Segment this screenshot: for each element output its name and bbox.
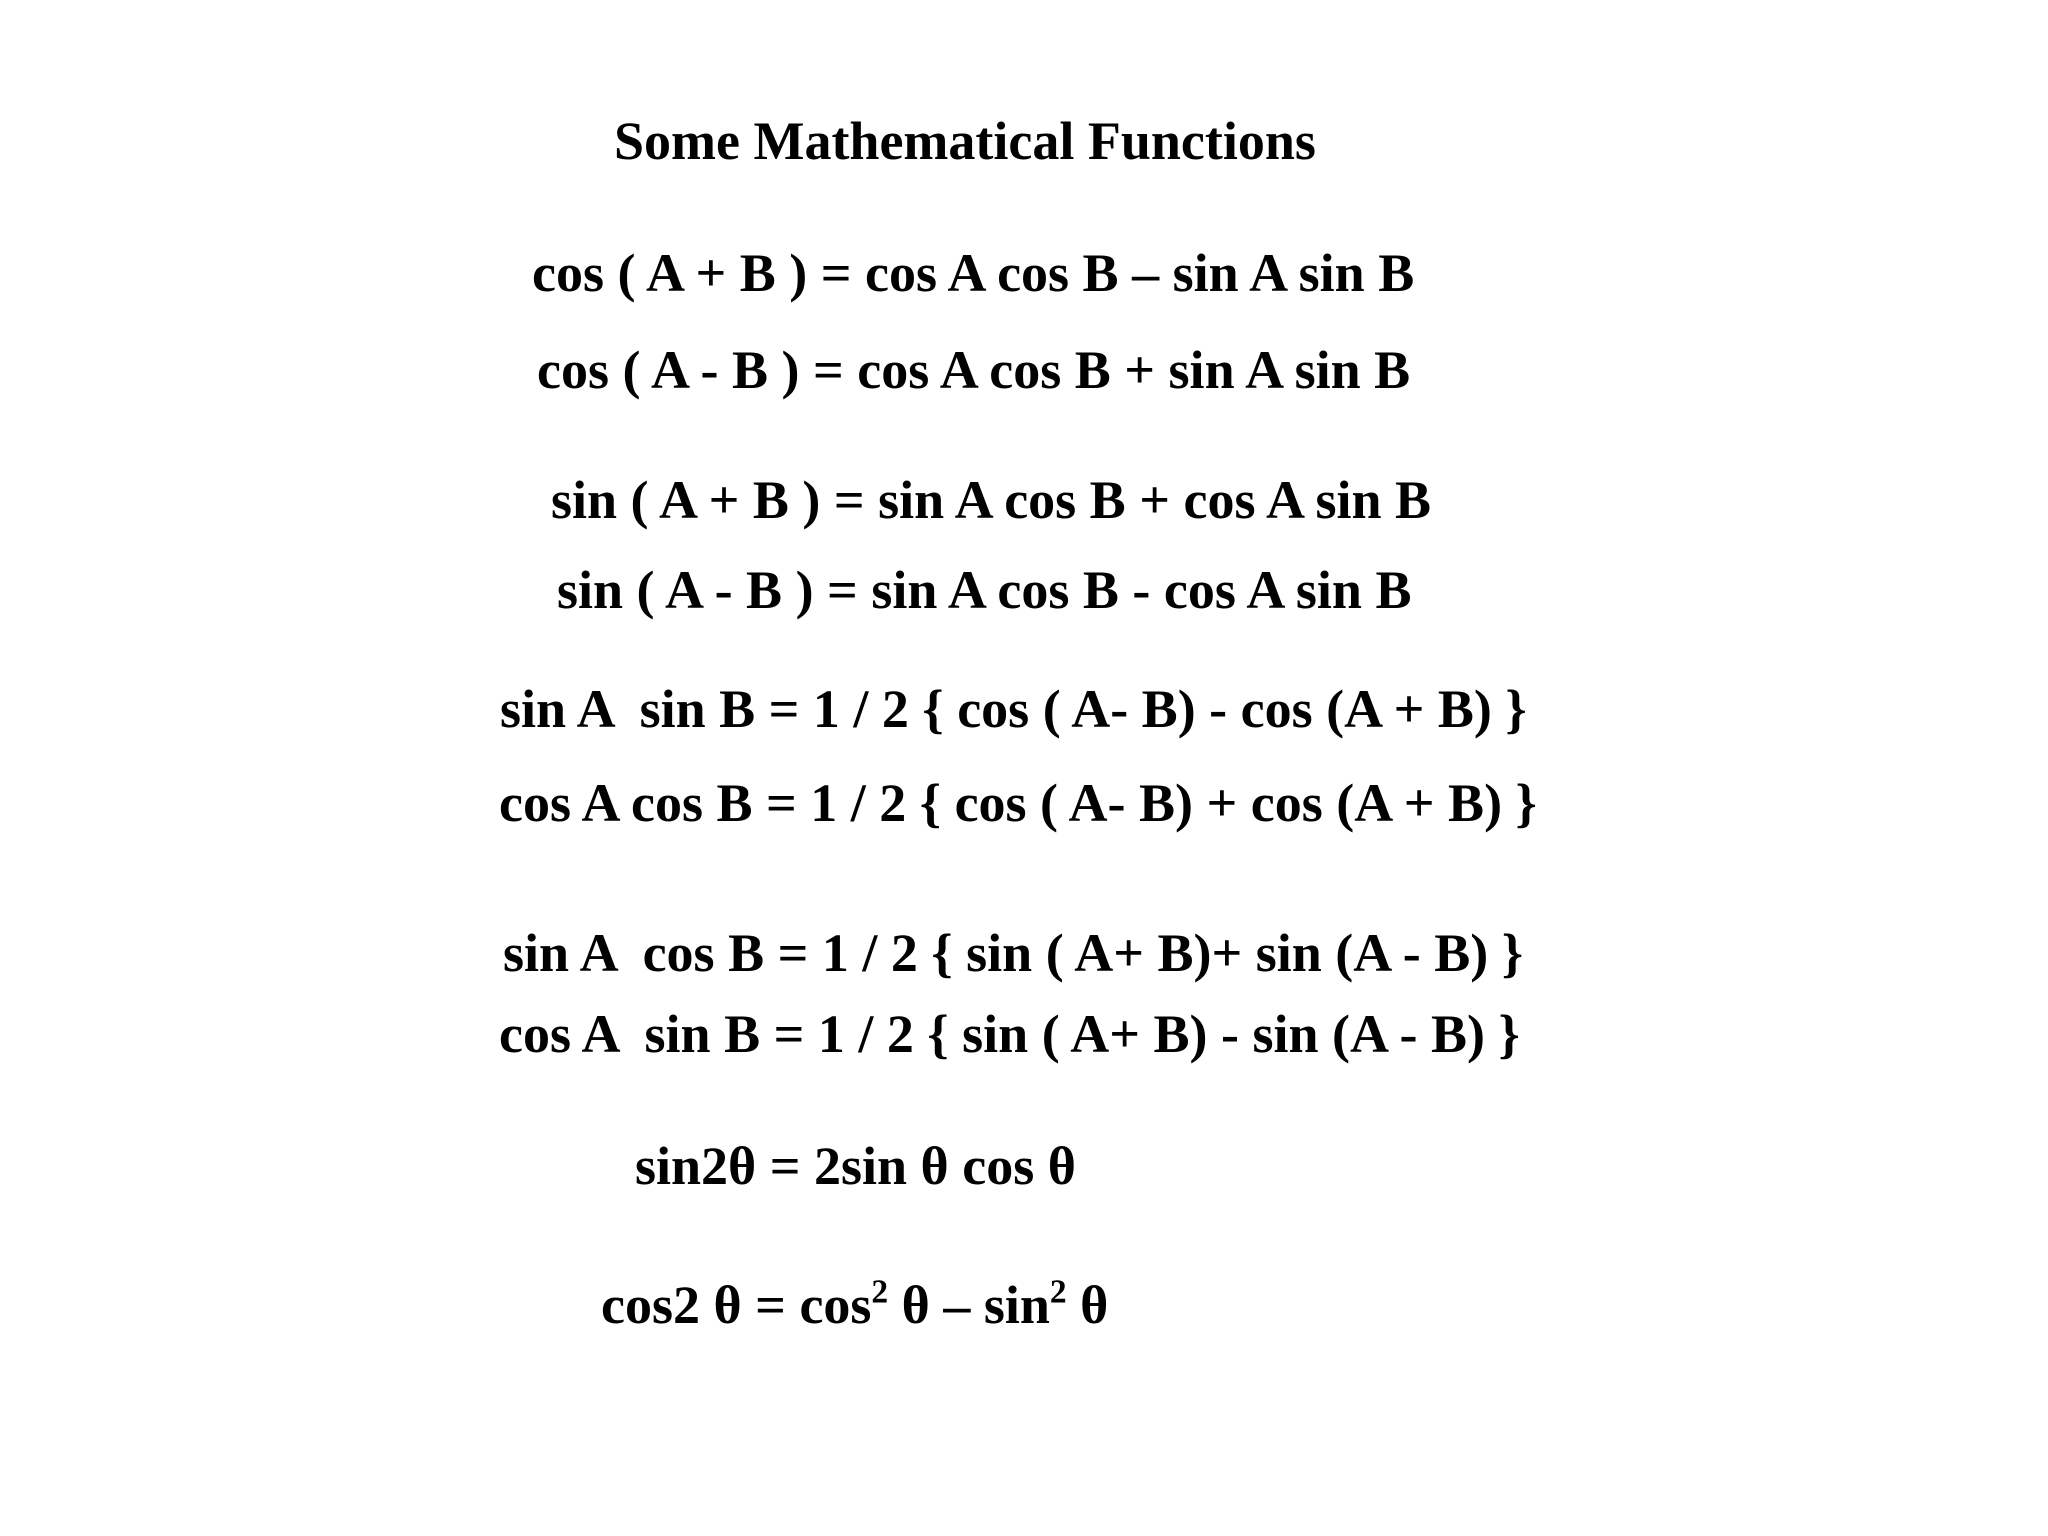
formula-cos-double-angle	[601, 1273, 1109, 1335]
formula-cos-sum: cos ( A + B ) = cos A cos B – sin A sin B	[532, 243, 1415, 303]
formula-text: θ – sin	[888, 1275, 1050, 1335]
page-title: Some Mathematical Functions	[614, 111, 1316, 171]
formula-sin-sum: sin ( A + B ) = sin A cos B + cos A sin B	[551, 470, 1432, 530]
formula-cos-cos-product: cos A cos B = 1 / 2 { cos ( A- B) + cos (A + B) }	[499, 773, 1537, 833]
formula-sin-double-angle: sin2θ = 2sin θ cos θ	[635, 1136, 1076, 1196]
formula-cos-sin-product: cos A sin B = 1 / 2 { sin ( A+ B) - sin (A - B) }	[499, 1004, 1520, 1064]
formula-sin-cos-product: sin A cos B = 1 / 2 { sin ( A+ B)+ sin (A - B) }	[503, 923, 1524, 983]
formula-sin-diff: sin ( A - B ) = sin A cos B - cos A sin B	[557, 560, 1412, 620]
exponent: 2	[1049, 1273, 1067, 1311]
formula-text: θ	[1066, 1275, 1109, 1335]
exponent: 2	[871, 1273, 889, 1311]
formula-sin-sin-product: sin A sin B = 1 / 2 { cos ( A- B) - cos (A + B) }	[500, 679, 1527, 739]
formula-cos-diff: cos ( A - B ) = cos A cos B + sin A sin B	[537, 340, 1411, 400]
formula-text: cos2 θ = cos	[601, 1275, 872, 1335]
